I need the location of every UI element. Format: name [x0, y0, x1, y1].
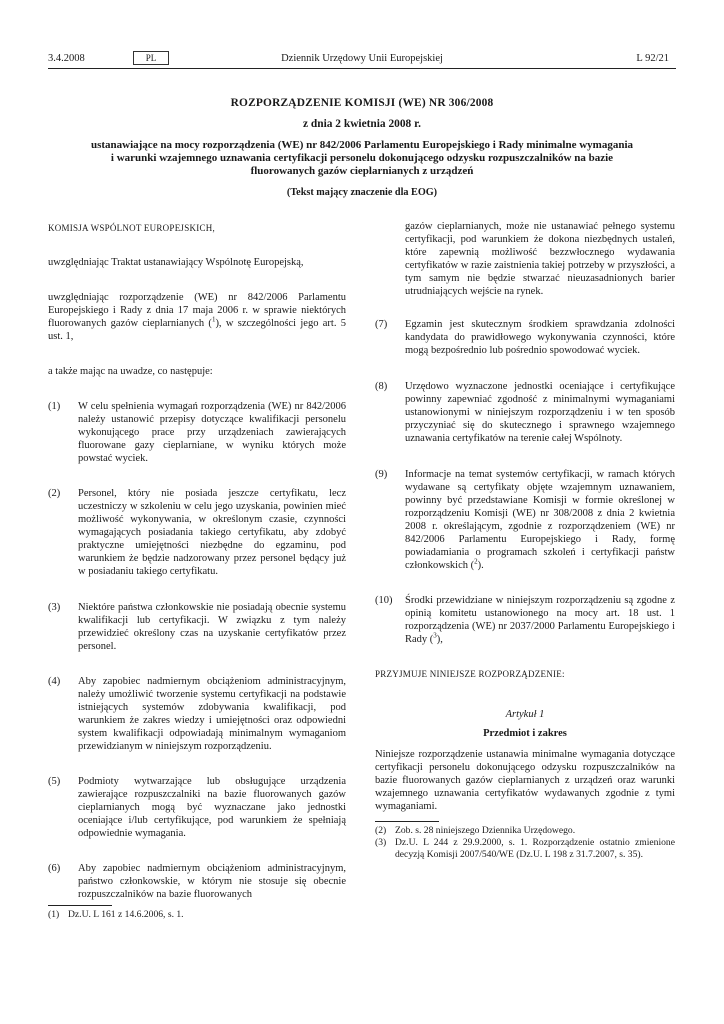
recital: (3) Niektóre państwa członkowskie nie posiadają obecnie systemu kwalifikacji lub certyfikacji. W związku z tym należy przewidzieć określony czas na uzyskanie certyfikatów przez personel. — [48, 602, 346, 652]
title-block — [90, 96, 634, 199]
treaty-citation: uwzględniając Traktat ustanawiający Wspólnotę Europejską, — [48, 257, 304, 268]
eea-relevance-note: (Tekst mający znaczenie dla EOG) — [286, 187, 438, 198]
regulation-title: ROZPORZĄDZENIE KOMISJI (WE) NR 306/2008 — [230, 97, 494, 109]
header-rule — [48, 68, 676, 69]
whereas-line: a także mając na uwadze, co następuje: — [48, 366, 213, 377]
recital: (1) W celu spełnienia wymagań rozporządzenia (WE) nr 842/2006 należy ustanowić przepisy dotyczące kwalifikacji personelu wykonującego prace przy urządzeniach zawierających fluorowane gazy cieplarniane, w wyniku których może powstać wyciek. — [48, 401, 346, 464]
recital: (9) Informacje na temat systemów certyfikacji, w ramach których wydawane są certyfikaty objęte wzajemnym uznawaniem, powinny być przedstawiane Komisji w formie określonej w rozporządzeniu Komisji (WE) nr 308/2008 z dnia 2 kwietnia 2008 r. określającym, zgodnie z rozporządzeniem (WE) nr 842/2006 Parlamentu Europejskiego i Rady, formę powiadamiania o programach szkoleń i certyfikacji państw członkowskich ($^2$). — [375, 469, 675, 571]
adoption-formula: PRZYJMUJE NINIEJSZE ROZPORZĄDZENIE: — [375, 669, 565, 679]
recital-continuation: gazów cieplarnianych, może nie ustanawiać pełnego systemu certyfikacji, pod warunkiem że dokona niezbędnych ustaleń, które zapewnią możliwość bezzwłocznego wydawania certyfikatów w razie zaistnienia takiej potrzeby w przyszłości, a tym samym nie będzie stwarzać nieuzasadnionych barier utrudniających wejście na rynek. — [405, 221, 675, 297]
footnote: (2) Zob. s. 28 niniejszego Dziennika Urzędowego. — [375, 825, 576, 836]
left-column — [48, 222, 346, 921]
article-text: Niniejsze rozporządzenie ustanawia minimalne wymagania dotyczące certyfikacji personelu dokonującego odzysku rozpuszczalników na bazie fluorowanych gazów cieplarnianych z urządzeń oraz warunki wzajemnego uznawania certyfikatów wydawanych zgodnie z tymi wymaganiami. — [375, 749, 675, 812]
regulation-subtitle: ustanawiające na mocy rozporządzenia (WE) nr 842/2006 Parlamentu Europejskiego i Rady minimalne wymagania i warunki wzajemnego uznawania certyfikacji personelu dokonującego odzysku rozpuszczalników na bazie fluorowanych gazów cieplarnianych z urządzeń — [90, 139, 634, 177]
footnote: (1) Dz.U. L 161 z 14.6.2006, s. 1. — [48, 909, 184, 920]
footnote-rule — [48, 905, 112, 906]
journal-title: Dziennik Urzędowy Unii Europejskiej — [281, 53, 443, 64]
language-code-box: PL — [133, 51, 169, 65]
recital: (10) Środki przewidziane w niniejszym rozporządzeniu są zgodne z opinią komitetu ustanowionego na mocy art. 18 ust. 1 rozporządzenia (WE) nr 2037/2000 Parlamentu Europejskiego i Rady ($^3$), — [375, 595, 675, 645]
recital: (6) Aby zapobiec nadmiernym obciążeniom administracyjnym, państwo członkowskie, w którym nie stosuje się obecnie rozpuszczalników na bazie fluorowanych — [48, 863, 346, 900]
article-number: Artykuł 1 — [505, 709, 545, 720]
recital: (5) Podmioty wytwarzające lub obsługujące urządzenia zawierające rozpuszczalniki na bazie fluorowanych gazów cieplarnianych mogą być wyznaczane jako jednostki oceniające i/lub certyfikujące, pod warunkiem że spełniają odpowiednie wymagania. — [48, 776, 346, 839]
regulation-date: z dnia 2 kwietnia 2008 r. — [303, 118, 421, 130]
footnote: (3) Dz.U. L 244 z 29.9.2000, s. 1. Rozporządzenie ostatnio zmienione decyzją Komisji 2007/540/WE (Dz.U. L 198 z 31.7.2007, s. 35). — [375, 837, 675, 860]
publication-date: 3.4.2008 — [48, 53, 85, 64]
recital: (8) Urzędowo wyznaczone jednostki oceniające i certyfikujące powinny zapewniać zgodność z minimalnymi wymaganiami ustanowionymi w niniejszym rozporządzeniu i w ten sposób przyczyniać się do skutecznego i sprawnego wzajemnego uznawania certyfikatów na terenie całej Wspólnoty. — [375, 381, 675, 444]
recital: (4) Aby zapobiec nadmiernym obciążeniom administracyjnym, należy umożliwić tworzenie systemu certyfikacji na podstawie istniejących systemów zdobywania kwalifikacji, pod warunkiem że zakres wiedzy i umiejętności oraz odpowiedni system kwalifikacji odpowiadają minimalnym wymaganiom przewidzianym w niniejszym rozporządzeniu. — [48, 676, 346, 752]
footnote-rule — [375, 821, 439, 822]
page-reference: L 92/21 — [636, 53, 669, 64]
article-title: Przedmiot i zakres — [483, 728, 567, 739]
right-column — [375, 220, 675, 861]
regulation-citation: uwzględniając rozporządzenie (WE) nr 842/2006 Parlamentu Europejskiego i Rady z dnia 17 maja 2006 r. w sprawie niektórych fluorowanych gazów cieplarnianych ($^1$), w szczególności jego art. 5 ust. 1, — [48, 292, 347, 342]
institution-line: KOMISJA WSPÓLNOT EUROPEJSKICH, — [48, 223, 215, 233]
recital: (7) Egzamin jest skutecznym środkiem sprawdzania zdolności kandydata do prawidłowego wykonywania czynności, które mogą bezpośrednio lub pośrednio spowodować wyciek. — [375, 319, 675, 356]
recital: (2) Personel, który nie posiada jeszcze certyfikatu, lecz uczestniczy w szkoleniu w celu jego uzyskania, powinien mieć możliwość wykonywania, w określonym czasie, czynności wymagających posiadania takiego certyfikatu, aby zdobyć praktyczne umiejętności niezbędne do egzaminu, pod warunkiem że będzie nadzorowany przez personel będący już w posiadaniu takiego certyfikatu. — [48, 488, 346, 577]
